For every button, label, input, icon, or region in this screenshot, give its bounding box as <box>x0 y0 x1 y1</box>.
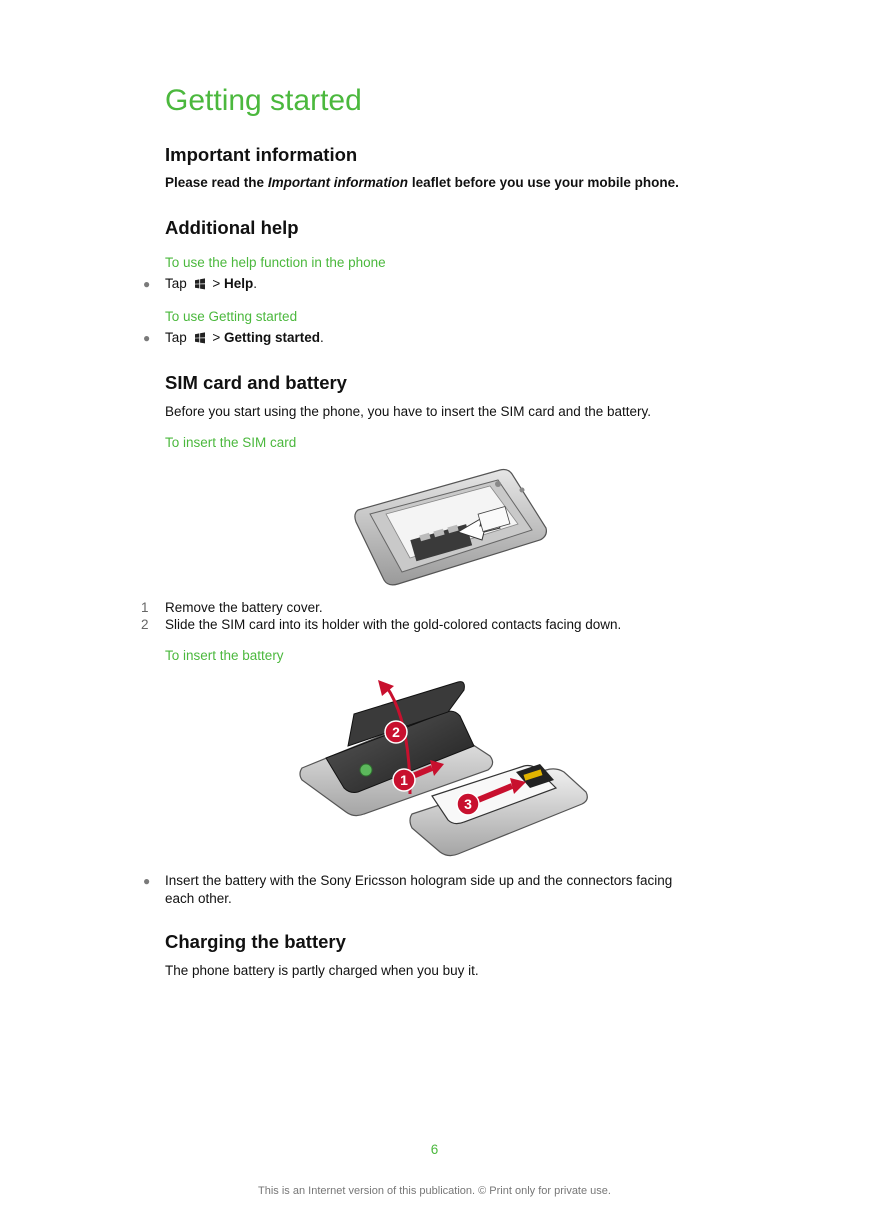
bullet-icon: ● <box>143 874 151 888</box>
task-title-insert-sim: To insert the SIM card <box>165 435 297 450</box>
step-1: 1 Remove the battery cover. <box>141 600 323 615</box>
charging-text: The phone battery is partly charged when you buy it. <box>165 963 479 978</box>
task-step-getting-started: ● Tap > Getting started. <box>143 330 324 345</box>
page-number: 6 <box>430 1142 439 1157</box>
task-title-insert-battery: To insert the battery <box>165 648 284 663</box>
start-menu-icon <box>194 332 206 344</box>
start-menu-icon <box>194 278 206 290</box>
callout-2 <box>385 721 407 743</box>
task-step-help: ● Tap > Help. <box>143 276 257 291</box>
callout-3 <box>457 793 479 815</box>
page-title: Getting started <box>165 84 362 117</box>
task-title-help-function: To use the help function in the phone <box>165 255 386 270</box>
heading-important-information: Important information <box>165 144 358 165</box>
svg-text:3: 3 <box>464 796 472 812</box>
bullet-icon: ● <box>143 331 151 345</box>
svg-text:2: 2 <box>392 724 400 740</box>
footer-note: This is an Internet version of this publication. © Print only for private use. <box>258 1185 611 1197</box>
important-information-text: Please read the Important information leaflet before you use your mobile phone. <box>165 175 679 190</box>
battery-illustration <box>298 676 592 860</box>
heading-sim-card-and-battery: SIM card and battery <box>165 372 347 393</box>
heading-charging-the-battery: Charging the battery <box>165 931 346 952</box>
callout-1 <box>393 769 415 791</box>
svg-text:1: 1 <box>400 772 408 788</box>
sim-battery-intro: Before you start using the phone, you have to insert the SIM card and the battery. <box>165 404 652 419</box>
heading-additional-help: Additional help <box>165 217 299 238</box>
bullet-icon: ● <box>143 277 151 291</box>
step-2: 2 Slide the SIM card into its holder with the gold-colored contacts facing down. <box>141 617 622 632</box>
task-title-getting-started: To use Getting started <box>165 309 298 324</box>
important-information-leaflet-name: Important information <box>267 175 409 190</box>
battery-instruction: ● Insert the battery with the Sony Ericsson hologram side up and the connectors facing each other. <box>143 873 673 906</box>
sim-card-illustration <box>350 462 550 590</box>
